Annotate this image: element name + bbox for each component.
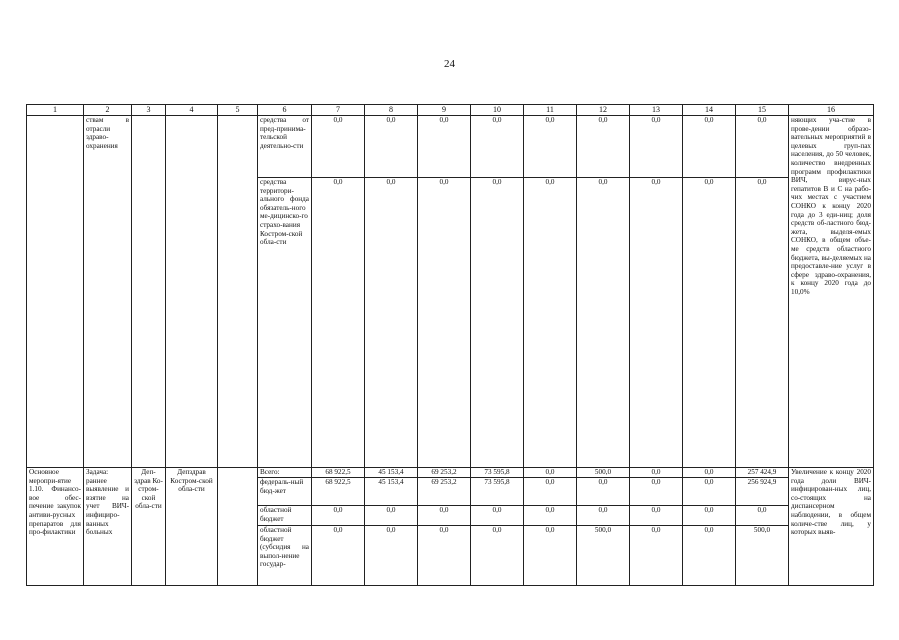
- value-cell: 0,0: [312, 506, 365, 526]
- value-cell: 0,0: [312, 116, 365, 178]
- value-cell: 0,0: [577, 506, 630, 526]
- executor-cell: Деп-здрав Ко-стром-ской обла-сти: [132, 468, 166, 586]
- cell: [166, 116, 218, 468]
- value-cell: 0,0: [630, 526, 683, 586]
- source-cell: федераль-ный бюд-жет: [258, 478, 312, 506]
- col-header: 7: [312, 105, 365, 116]
- value-cell: 0,0: [577, 116, 630, 178]
- value-cell: 45 153,4: [365, 478, 418, 506]
- source-cell: Всего:: [258, 468, 312, 478]
- col-header: 6: [258, 105, 312, 116]
- cell: [218, 116, 258, 468]
- col-header: 10: [471, 105, 524, 116]
- col-header: 14: [683, 105, 736, 116]
- value-cell: 0,0: [524, 526, 577, 586]
- source-cell: средства территори-ального фонда обязатель-ного ме-дицинско-го страхо-вания Костром-ской обла-сти: [258, 178, 312, 468]
- value-cell: 0,0: [365, 116, 418, 178]
- value-cell: 0,0: [524, 468, 577, 478]
- value-cell: 0,0: [524, 478, 577, 506]
- result-cell: Увеличение к концу 2020 года доли ВИЧ-инфицирован-ных лиц, со-стоящих на диспансерном наблюдении, в общем количе-стве лиц, у которых выяв-: [789, 468, 874, 586]
- value-cell: 0,0: [471, 526, 524, 586]
- value-cell: 0,0: [365, 506, 418, 526]
- task-cell: Задача: раннее выявление и взятие на учет ВИЧ-инфициро-ванных больных: [84, 468, 132, 586]
- value-cell: 500,0: [577, 526, 630, 586]
- value-cell: 0,0: [577, 178, 630, 468]
- cell: [218, 468, 258, 586]
- value-cell: 0,0: [736, 506, 789, 526]
- value-cell: 0,0: [312, 178, 365, 468]
- col-header: 11: [524, 105, 577, 116]
- cell: [132, 116, 166, 468]
- value-cell: 0,0: [471, 506, 524, 526]
- col-header: 5: [218, 105, 258, 116]
- coexecutor-cell: Депздрав Костром-ской обла-сти: [166, 468, 218, 586]
- value-cell: 0,0: [524, 506, 577, 526]
- col-header: 1: [27, 105, 84, 116]
- value-cell: 0,0: [630, 116, 683, 178]
- activity-cell: Основное меропри-ятие 1.10. Финансо-вое обес-печение закупок антиви-русных препаратов для про-филактики: [27, 468, 84, 586]
- col-header: 3: [132, 105, 166, 116]
- col-header: 16: [789, 105, 874, 116]
- col-header: 4: [166, 105, 218, 116]
- value-cell: 0,0: [683, 526, 736, 586]
- value-cell: 68 922,5: [312, 478, 365, 506]
- value-cell: 68 922,5: [312, 468, 365, 478]
- table-row: [27, 468, 874, 478]
- value-cell: 69 253,2: [418, 468, 471, 478]
- col-header: 9: [418, 105, 471, 116]
- value-cell: 0,0: [683, 506, 736, 526]
- task-cell: ствам в отрасли здраво-охранения: [84, 116, 132, 468]
- table-row: [27, 116, 874, 178]
- budget-table: [26, 104, 874, 586]
- col-header: 12: [577, 105, 630, 116]
- value-cell: 0,0: [630, 478, 683, 506]
- value-cell: 0,0: [524, 178, 577, 468]
- col-header: 8: [365, 105, 418, 116]
- page-number: 24: [444, 58, 455, 70]
- value-cell: 0,0: [365, 526, 418, 586]
- result-cell: няющих уча-стие в прове-дении образо-вательных мероприятий в целевых груп-пах населения, до 50 человек, количество внедренных программ профилактики ВИЧ, вирус-ных гепатитов В и С на рабо-чих местах с участием СОНКО к концу 2020 года до 3 еди-ниц; доля средств об-ластного бюд-жета, выделя-емых СОНКО, в общем объе-ме средств областного бюджета, вы-деляемых на предоставле-ние услуг в сфере здраво-охранения, к концу 2020 года до 10,0%: [789, 116, 874, 468]
- value-cell: 45 153,4: [365, 468, 418, 478]
- value-cell: 0,0: [418, 178, 471, 468]
- cell: [27, 116, 84, 468]
- value-cell: 0,0: [471, 116, 524, 178]
- value-cell: 0,0: [683, 478, 736, 506]
- source-cell: областной бюджет (субсидия на выпол-нение государ-: [258, 526, 312, 586]
- header-row: [27, 105, 874, 116]
- value-cell: 0,0: [630, 178, 683, 468]
- value-cell: 73 595,8: [471, 468, 524, 478]
- value-cell: 257 424,9: [736, 468, 789, 478]
- col-header: 15: [736, 105, 789, 116]
- value-cell: 0,0: [471, 178, 524, 468]
- value-cell: 0,0: [365, 178, 418, 468]
- value-cell: 0,0: [418, 526, 471, 586]
- value-cell: 0,0: [577, 478, 630, 506]
- col-header: 2: [84, 105, 132, 116]
- value-cell: 0,0: [524, 116, 577, 178]
- col-header: 13: [630, 105, 683, 116]
- value-cell: 73 595,8: [471, 478, 524, 506]
- value-cell: 0,0: [736, 178, 789, 468]
- value-cell: 0,0: [683, 116, 736, 178]
- value-cell: 69 253,2: [418, 478, 471, 506]
- source-cell: областной бюджет: [258, 506, 312, 526]
- source-cell: средства от пред-принима-тельской деятельно-сти: [258, 116, 312, 178]
- value-cell: 0,0: [683, 468, 736, 478]
- value-cell: 500,0: [577, 468, 630, 478]
- value-cell: 500,0: [736, 526, 789, 586]
- value-cell: 0,0: [312, 526, 365, 586]
- value-cell: 0,0: [418, 116, 471, 178]
- value-cell: 256 924,9: [736, 478, 789, 506]
- value-cell: 0,0: [683, 178, 736, 468]
- value-cell: 0,0: [630, 468, 683, 478]
- value-cell: 0,0: [418, 506, 471, 526]
- value-cell: 0,0: [630, 506, 683, 526]
- value-cell: 0,0: [736, 116, 789, 178]
